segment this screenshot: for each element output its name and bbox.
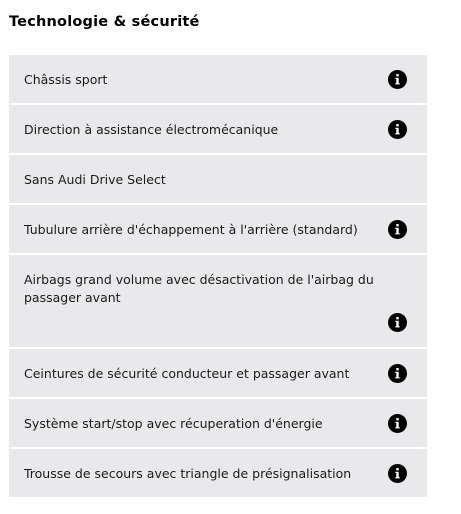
feature-list	[9, 55, 427, 499]
feature-label: Trousse de secours avec triangle de présignalisation	[24, 465, 352, 481]
feature-row-tubulure-echappement	[9, 205, 427, 253]
info-icon[interactable]	[388, 414, 407, 433]
feature-row-ceintures	[9, 349, 427, 397]
feature-label: Système start/stop avec récuperation d'énergie	[24, 415, 323, 431]
feature-label: Ceintures de sécurité conducteur et passager avant	[24, 365, 350, 381]
feature-row-direction-assistance	[9, 105, 427, 153]
info-icon[interactable]	[388, 220, 407, 239]
feature-row-airbags	[9, 255, 427, 347]
info-icon[interactable]	[388, 364, 407, 383]
feature-label: Châssis sport	[24, 71, 108, 87]
info-icon[interactable]	[388, 464, 407, 483]
info-icon[interactable]	[388, 120, 407, 139]
feature-label: Sans Audi Drive Select	[24, 171, 166, 187]
feature-label: Tubulure arrière d'échappement à l'arrière (standard)	[24, 221, 358, 237]
section-title: Technologie & sécurité	[9, 14, 200, 30]
feature-label: Airbags grand volume avec désactivation de l'airbag du passager avant	[24, 272, 374, 305]
feature-label: Direction à assistance électromécanique	[24, 121, 279, 137]
info-icon[interactable]	[388, 70, 407, 89]
info-icon[interactable]	[388, 313, 407, 332]
feature-row-chassis-sport	[9, 55, 427, 103]
feature-row-start-stop	[9, 399, 427, 447]
feature-row-trousse-secours	[9, 449, 427, 497]
feature-row-audi-drive-select	[9, 155, 427, 203]
